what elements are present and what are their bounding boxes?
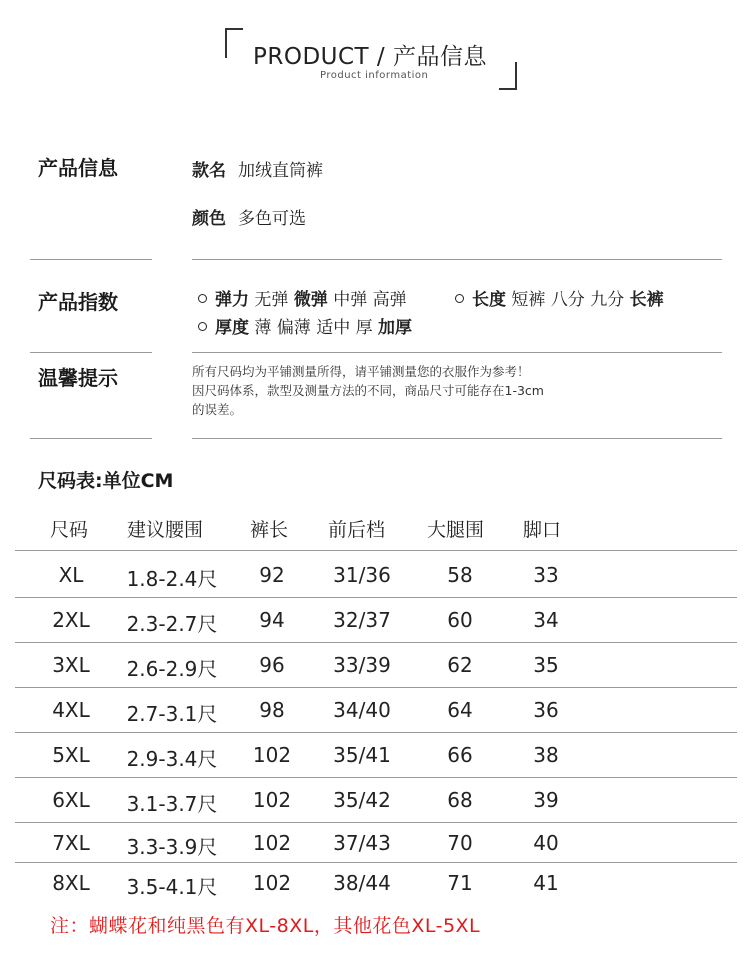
page-header xyxy=(0,0,750,110)
table-cell: 102 xyxy=(252,743,292,767)
tips-line: 所有尺码均为平铺测量所得，请平铺测量您的衣服作为参考！ xyxy=(192,364,530,379)
table-cell: 94 xyxy=(259,608,285,632)
table-cell: 7XL xyxy=(52,831,90,855)
index-option: 九分 xyxy=(590,290,625,310)
table-cell: 96 xyxy=(259,653,285,677)
section-label-tips: 温馨提示 xyxy=(38,366,118,390)
table-cell: 71 xyxy=(447,871,473,895)
divider-left xyxy=(30,352,152,353)
divider-right xyxy=(192,259,722,260)
table-cell: 31/36 xyxy=(333,563,391,587)
table-row-divider xyxy=(15,597,737,598)
table-cell: 35/42 xyxy=(333,788,391,812)
table-cell: 38/44 xyxy=(333,871,391,895)
table-cell: 32/37 xyxy=(333,608,391,632)
table-cell: 35/41 xyxy=(333,743,391,767)
page-title: PRODUCT / 产品信息 xyxy=(253,44,487,70)
table-cell: 37/43 xyxy=(333,831,391,855)
table-cell: 70 xyxy=(447,831,473,855)
field-color xyxy=(192,204,306,229)
circle-bullet-icon xyxy=(198,322,207,331)
table-cell: 58 xyxy=(447,563,473,587)
table-header-size: 尺码 xyxy=(50,519,89,541)
table-cell: 62 xyxy=(447,653,473,677)
index-option: 适中 xyxy=(316,318,351,338)
table-cell: 102 xyxy=(252,871,292,895)
table-cell: 38 xyxy=(533,743,559,767)
table-cell: 1.8-2.4尺 xyxy=(126,567,218,591)
index-option: 八分 xyxy=(550,290,585,310)
tips-line: 的误差。 xyxy=(192,402,243,417)
size-table-title: 尺码表:单位CM xyxy=(38,470,174,492)
corner-bracket-top-left xyxy=(225,28,243,58)
table-cell: 2.9-3.4尺 xyxy=(126,747,218,771)
table-cell: 2.3-2.7尺 xyxy=(126,612,218,636)
table-cell: 98 xyxy=(259,698,285,722)
field-value: 加绒直筒裤 xyxy=(238,161,323,181)
table-cell: 34/40 xyxy=(333,698,391,722)
table-cell: 2.7-3.1尺 xyxy=(126,702,218,726)
corner-bracket-bottom-right xyxy=(499,62,517,90)
circle-bullet-icon xyxy=(198,294,207,303)
index-option-selected: 加厚 xyxy=(378,318,413,338)
field-style-name xyxy=(192,156,323,181)
index-group-length xyxy=(455,285,664,310)
index-option: 薄 xyxy=(254,318,272,338)
table-cell: 3XL xyxy=(52,653,90,677)
table-cell: XL xyxy=(58,563,84,587)
table-cell: 8XL xyxy=(52,871,90,895)
divider-right xyxy=(192,438,722,439)
index-option-selected: 长裤 xyxy=(629,290,664,310)
circle-bullet-icon xyxy=(455,294,464,303)
field-key: 款名 xyxy=(192,161,226,181)
section-label-product-index: 产品指数 xyxy=(38,290,118,314)
table-cell: 66 xyxy=(447,743,473,767)
table-cell: 92 xyxy=(259,563,285,587)
table-header-waist: 建议腰围 xyxy=(127,519,204,541)
page-subtitle: Product information xyxy=(320,70,429,81)
table-row-divider xyxy=(15,642,737,643)
table-cell: 33 xyxy=(533,563,559,587)
table-header-length: 裤长 xyxy=(250,519,289,541)
field-key: 颜色 xyxy=(192,209,226,229)
index-option: 无弹 xyxy=(254,290,289,310)
table-row-divider xyxy=(15,687,737,688)
index-option: 短裤 xyxy=(511,290,546,310)
table-cell: 33/39 xyxy=(333,653,391,677)
index-option: 偏薄 xyxy=(276,318,311,338)
table-row-divider xyxy=(15,777,737,778)
index-group-name: 弹力 xyxy=(215,290,249,310)
table-cell: 3.5-4.1尺 xyxy=(126,875,218,899)
table-cell: 3.1-3.7尺 xyxy=(126,792,218,816)
tips-line: 因尺码体系，款型及测量方法的不同，商品尺寸可能存在1-3cm xyxy=(192,383,544,398)
index-group-name: 厚度 xyxy=(215,318,249,338)
table-cell: 40 xyxy=(533,831,559,855)
table-cell: 39 xyxy=(533,788,559,812)
table-cell: 34 xyxy=(533,608,559,632)
section-label-product-info: 产品信息 xyxy=(38,156,118,180)
table-cell: 2.6-2.9尺 xyxy=(126,657,218,681)
table-cell: 6XL xyxy=(52,788,90,812)
tips-text xyxy=(192,362,544,419)
index-option-selected: 微弹 xyxy=(293,290,328,310)
index-option: 中弹 xyxy=(333,290,368,310)
footnote: 注：蝴蝶花和纯黑色有XL-8XL，其他花色XL-5XL xyxy=(50,915,481,937)
table-header-hem: 脚口 xyxy=(523,519,562,541)
index-option: 厚 xyxy=(355,318,373,338)
divider-right xyxy=(192,352,722,353)
table-header-thigh: 大腿围 xyxy=(427,519,485,541)
table-cell: 60 xyxy=(447,608,473,632)
table-cell: 102 xyxy=(252,831,292,855)
divider-left xyxy=(30,438,152,439)
table-header-rise: 前后档 xyxy=(328,519,386,541)
table-cell: 35 xyxy=(533,653,559,677)
table-row-divider xyxy=(15,550,737,551)
table-cell: 3.3-3.9尺 xyxy=(126,835,218,859)
table-cell: 64 xyxy=(447,698,473,722)
table-row-divider xyxy=(15,822,737,823)
table-row-divider xyxy=(15,862,737,863)
table-cell: 102 xyxy=(252,788,292,812)
table-cell: 2XL xyxy=(52,608,90,632)
index-group-thickness xyxy=(198,313,412,338)
table-cell: 68 xyxy=(447,788,473,812)
divider-left xyxy=(30,259,152,260)
index-option: 高弹 xyxy=(372,290,407,310)
field-value: 多色可选 xyxy=(238,209,306,229)
table-cell: 36 xyxy=(533,698,559,722)
index-group-name: 长度 xyxy=(472,290,506,310)
table-cell: 5XL xyxy=(52,743,90,767)
table-row-divider xyxy=(15,732,737,733)
table-cell: 41 xyxy=(533,871,559,895)
table-cell: 4XL xyxy=(52,698,90,722)
index-group-elasticity xyxy=(198,285,407,310)
